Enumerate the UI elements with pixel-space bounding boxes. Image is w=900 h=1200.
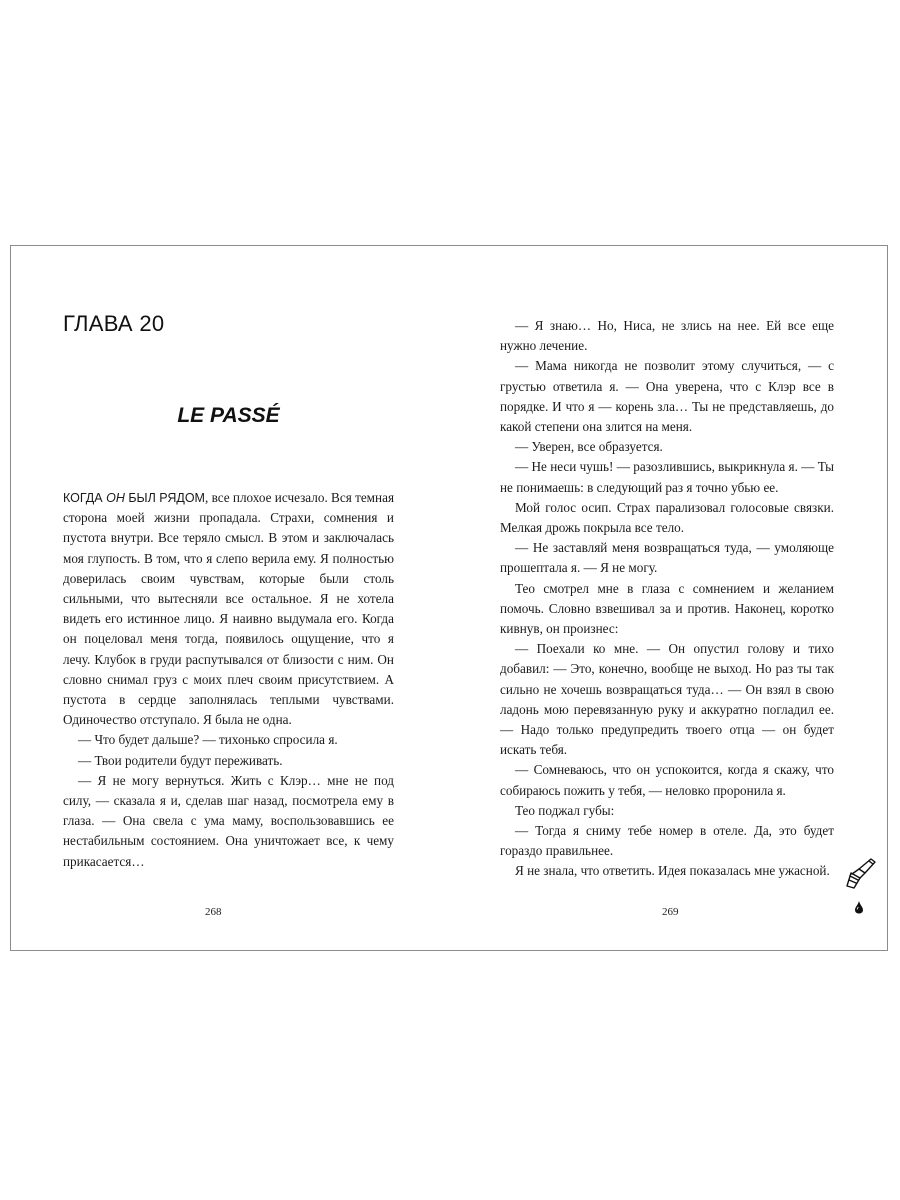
left-page-number: 268 <box>205 906 222 918</box>
right-body-text <box>500 316 834 882</box>
paragraph: — Твои родители будут переживать. <box>78 752 283 768</box>
paragraph: — Мама никогда не позволит этому случиться, — с грустью ответила я. — Она уверена, что с Клэр все в порядке. И что я — корень зла… Ты не представляешь, до какой степени она злится на меня. <box>500 358 834 435</box>
opening-paragraph: КОГДА ОН БЫЛ РЯДОМ, все плохое исчезало. Вся темная сторона моей жизни пропадала. Страхи, сомнения и пустота внутри. Все теряло смысл. В этом и заключалась моя глупость. В том, что я слепо верила ему. Я полностью доверилась своим чувствам, которые были столь сильными, что вытесняли все остальное. Я не хотела видеть его истинное лицо. Я наивно выдумала его. Когда он поцеловал меня тогда, появилось ощущение, что я лечу. Клубок в груди распутывался от близости с ним. Он словно снимал груз с моих плеч своим присутствием. А пустота в сердце заполнялась теплыми чувствами. Одиночество отступало. Я была не одна. <box>63 490 395 728</box>
paragraph: — Что будет дальше? — тихонько спросила я. <box>78 732 338 748</box>
paragraph: — Поехали ко мне. — Он опустил голову и тихо добавил: — Это, конечно, вообще не выход. Но раз ты так сильно не хочешь возвращаться туда… — Он взял в свою ладонь мою перевязанную руку и аккуратно погладил ее. — Надо только предупредить твоего отца — он будет искать тебя. <box>500 641 834 758</box>
paragraph: Я не знала, что ответить. Идея показалась мне ужасной. <box>515 863 830 879</box>
lead-in-words: КОГДА ОН БЫЛ РЯДОМ <box>63 491 205 505</box>
left-body-text <box>63 488 394 872</box>
paragraph: — Не неси чушь! — разозлившись, выкрикнула я. — Ты не понимаешь: в следующий раз я точно убью ее. <box>500 459 834 495</box>
ink-drop-icon <box>854 900 864 914</box>
chapter-title: ГЛАВА 20 <box>63 311 165 336</box>
right-page-number: 269 <box>662 906 679 918</box>
paragraph: — Сомневаюсь, что он успокоится, когда я скажу, что собираюсь пожить у тебя, — неловко проронила я. <box>500 762 834 798</box>
chapter-subtitle: LE PASSÉ <box>177 404 280 427</box>
right-page <box>500 316 834 882</box>
paragraph: — Тогда я сниму тебе номер в отеле. Да, это будет гораздо правильнее. <box>500 823 834 859</box>
paragraph: — Уверен, все образуется. <box>515 439 663 455</box>
paintbrush-icon <box>844 856 878 890</box>
paragraph: — Я не могу вернуться. Жить с Клэр… мне не под силу, — сказала я и, сделав шаг назад, посмотрела ему в глаза. — Она свела с ума маму, воспользовавшись ее нестабильным состоянием. Она уничтожает все, к чему прикасается… <box>63 772 394 869</box>
paragraph: Тео поджал губы: <box>515 802 615 818</box>
paragraph: — Не заставляй меня возвращаться туда, — умоляюще прошептала я. — Я не могу. <box>500 540 834 576</box>
book-spread <box>10 245 888 951</box>
paragraph: Мой голос осип. Страх парализовал голосовые связки. Мелкая дрожь покрыла все тело. <box>500 499 834 536</box>
paragraph: — Я знаю… Но, Ниса, не злись на нее. Ей все еще нужно лечение. <box>500 318 834 354</box>
paragraph: Тео смотрел мне в глаза с сомнением и желанием помочь. Словно взвешивал за и против. Наконец, коротко кивнув, он произнес: <box>500 580 834 637</box>
left-page <box>63 310 394 872</box>
